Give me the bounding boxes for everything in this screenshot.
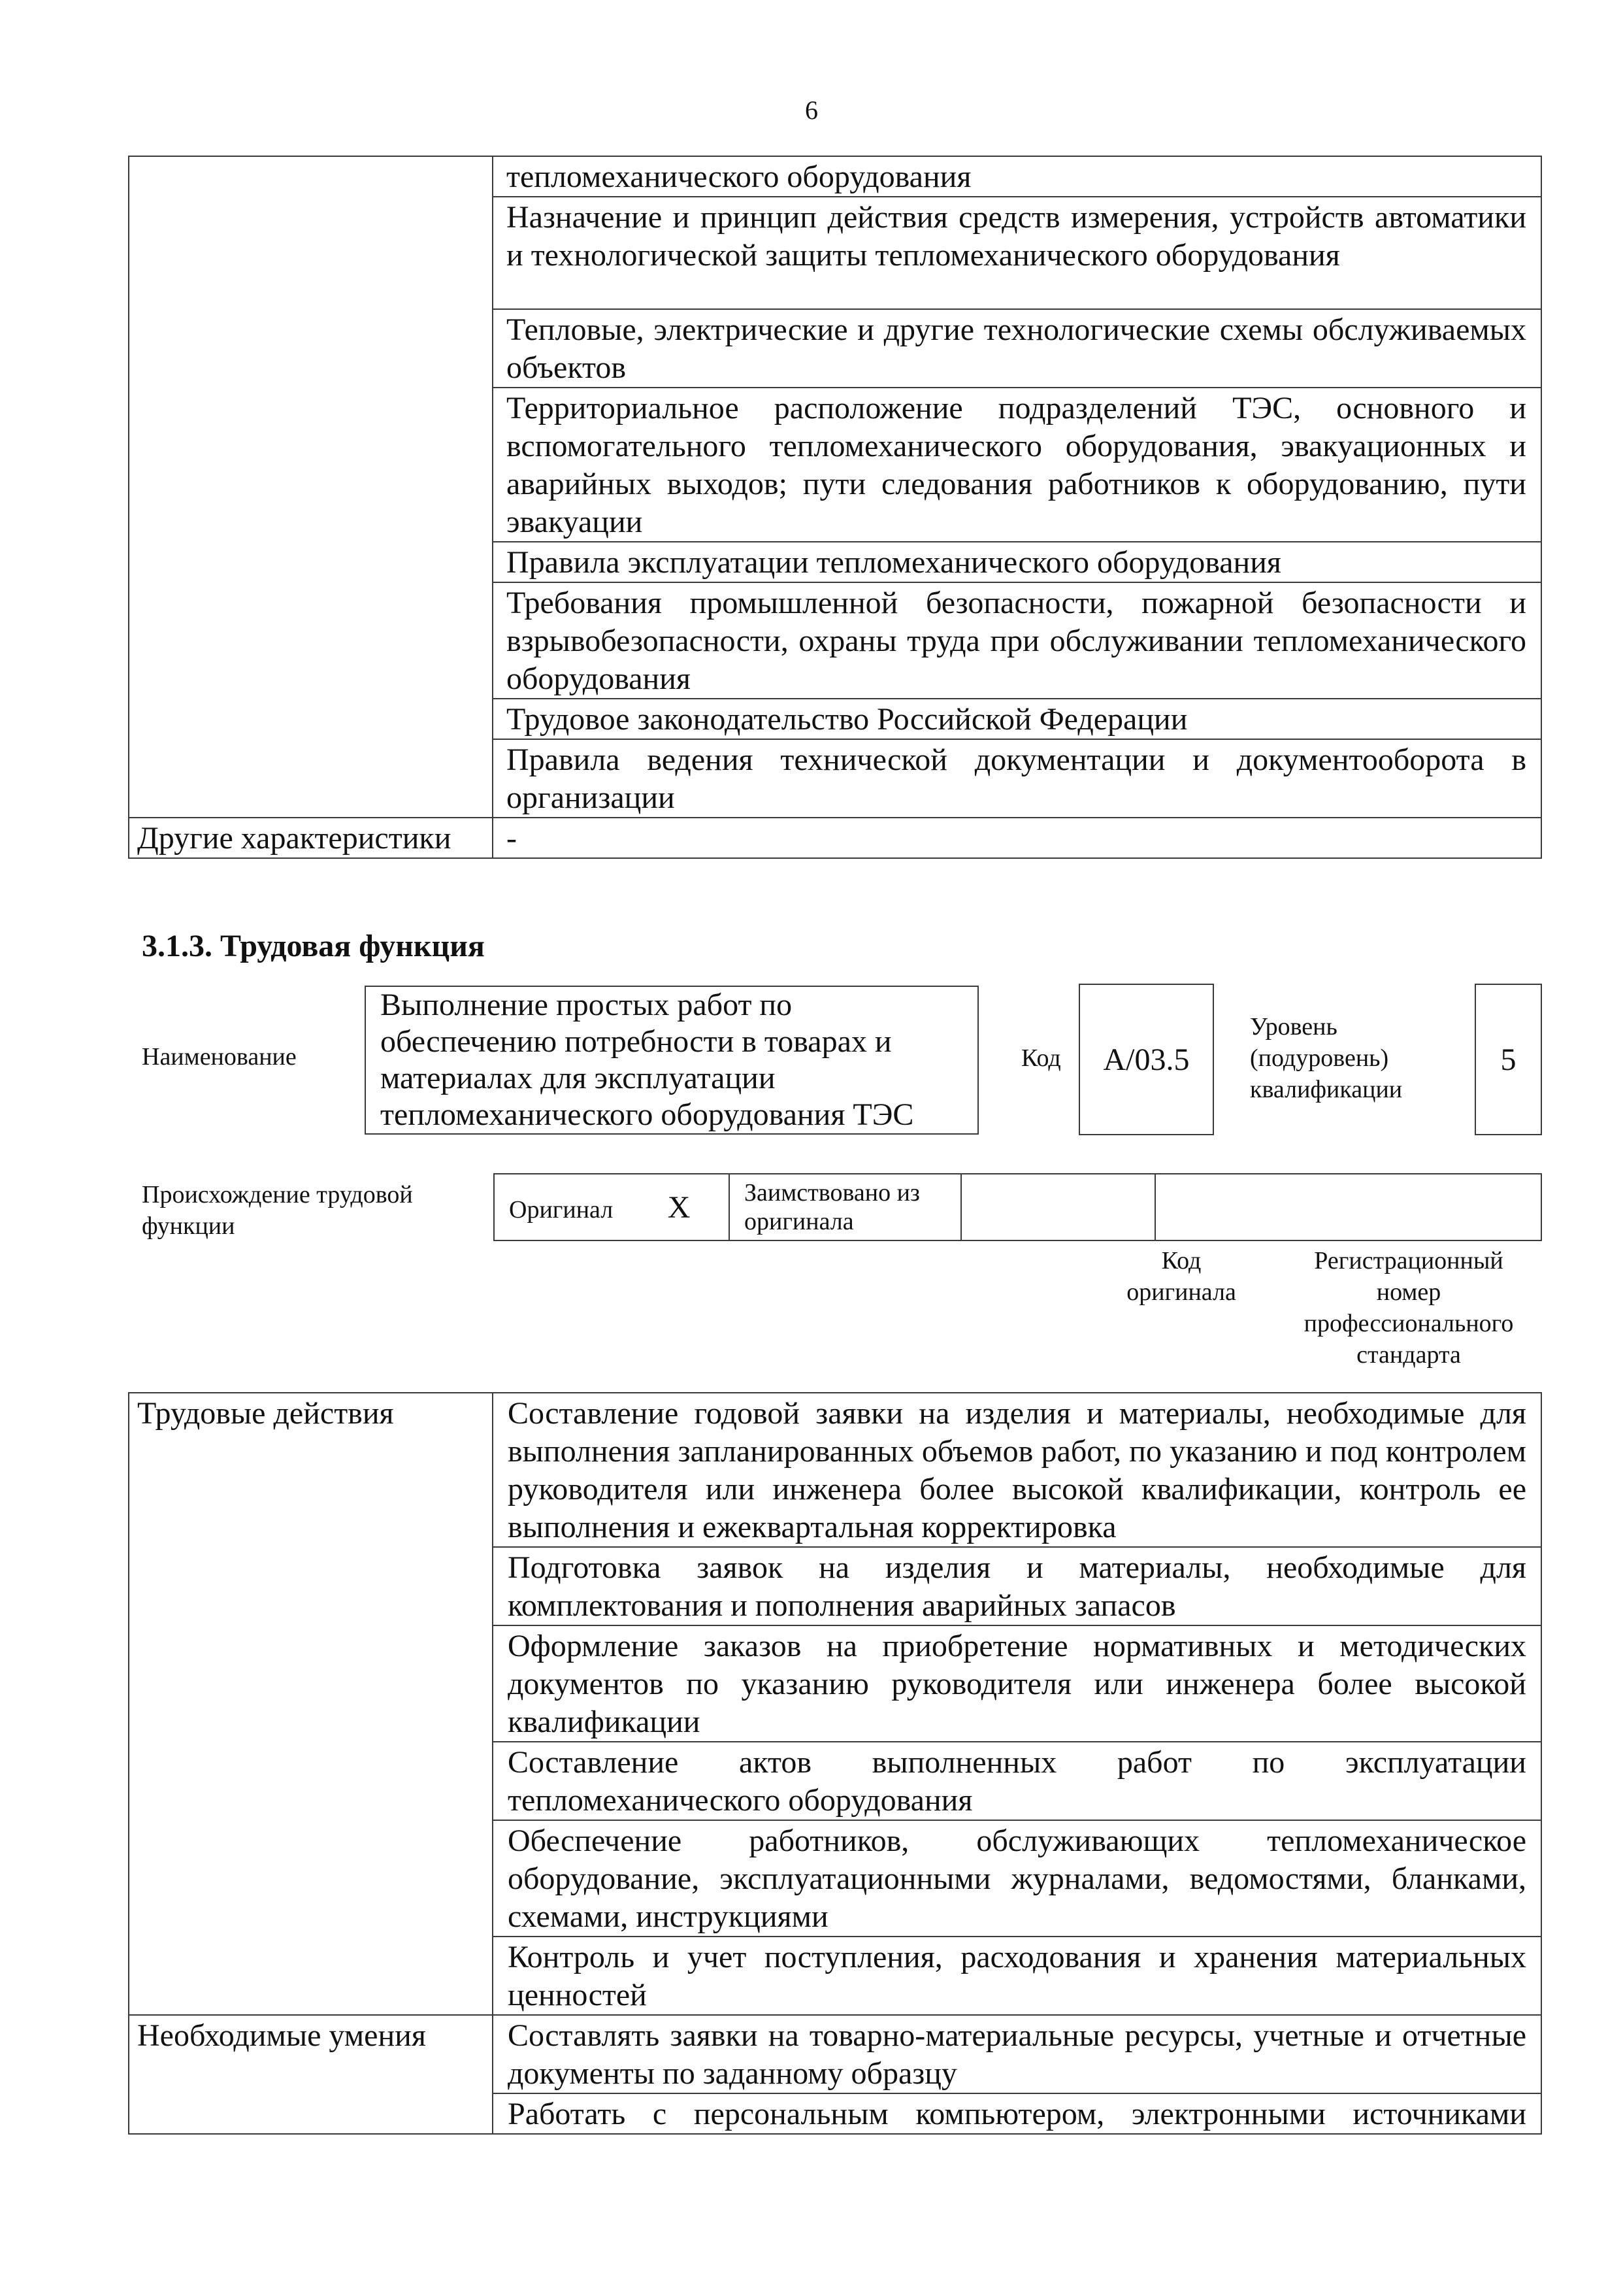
code-value: А/03.5 — [1103, 1042, 1190, 1077]
caption-code-original — [1083, 1245, 1279, 1308]
level-label-line: (подуровень) — [1250, 1044, 1389, 1072]
code-box — [1079, 984, 1214, 1135]
code-label: Код — [1021, 1044, 1061, 1072]
level-value: 5 — [1500, 1042, 1516, 1077]
function-name-line: обеспечению потребности в товарах и — [380, 1024, 892, 1059]
level-box — [1475, 984, 1542, 1135]
table-cell-text: Составление годовой заявки на изделия и материалы, необходимые для выполнения запланированных объемов работ, по указанию и под контролем руководителя или инженера более высокой квалификации, контроль ее выполнения и ежеквартальная корректировка — [493, 1393, 1541, 1547]
table-cell-text: Требования промышленной безопасности, пожарной безопасности и взрывобезопасности, охраны труда при обслуживании тепломеханического оборудования — [493, 582, 1541, 699]
origin-table — [493, 1173, 1542, 1241]
function-name-box — [365, 986, 979, 1135]
caption-line: Регистрационный — [1314, 1247, 1503, 1274]
level-label-line: квалификации — [1250, 1076, 1403, 1103]
original-mark: X — [667, 1190, 691, 1225]
origin-label-line: Происхождение трудовой — [142, 1181, 413, 1208]
function-name-line: Выполнение простых работ по — [380, 988, 793, 1022]
table-row — [129, 818, 1541, 858]
table-cell-text: тепломеханического оборудования — [493, 156, 1541, 197]
level-label-line: Уровень — [1250, 1013, 1337, 1040]
origin-label-line: функции — [142, 1212, 235, 1240]
name-label: Наименование — [142, 1043, 297, 1071]
table-cell-text: Обеспечение работников, обслуживающих тепломеханическое оборудование, эксплуатационными журналами, ведомостями, бланками, схемами, инструкциями — [493, 1820, 1541, 1937]
caption-line: номер — [1376, 1278, 1441, 1306]
table-cell-text: Правила ведения технической документации и документооборота в организации — [493, 739, 1541, 818]
knowledge-table — [128, 156, 1542, 859]
table-cell-text: Составление актов выполненных работ по эксплуатации тепломеханического оборудования — [493, 1742, 1541, 1820]
page-number: 6 — [805, 95, 818, 125]
borrowed-cell: Заимствовано из оригинала — [729, 1174, 961, 1240]
table-cell-text: Оформление заказов на приобретение нормативных и методических документов по указанию руководителя или инженера более высокой квалификации — [493, 1625, 1541, 1742]
table-cell-text: Составлять заявки на товарно-материальные ресурсы, учетные и отчетные документы по заданному образцу — [493, 2015, 1541, 2093]
table-cell-text: Тепловые, электрические и другие технологические схемы обслуживаемых объектов — [493, 309, 1541, 388]
original-cell — [494, 1174, 729, 1240]
table-cell-text: Трудовое законодательство Российской Федерации — [493, 699, 1541, 739]
table-cell-label: Трудовые действия — [129, 1393, 493, 2015]
table-cell-label: Другие характеристики — [129, 818, 493, 858]
table-cell-label: Необходимые умения — [129, 2015, 493, 2134]
original-label: Оригинал — [509, 1195, 614, 1223]
actions-table — [128, 1392, 1542, 2135]
caption-reg-number — [1275, 1245, 1542, 1371]
table-cell-text: Контроль и учет поступления, расходования и хранения материальных ценностей — [493, 1937, 1541, 2015]
code-original-cell — [961, 1174, 1155, 1240]
table-row — [129, 156, 1541, 197]
caption-line: оригинала — [1126, 1278, 1236, 1306]
table-cell-text: - — [493, 818, 1541, 858]
table-row — [129, 1393, 1541, 1547]
caption-line: Код — [1161, 1247, 1202, 1274]
caption-line: стандарта — [1356, 1341, 1461, 1369]
level-label — [1250, 1011, 1402, 1105]
function-name-line: тепломеханического оборудования ТЭС — [380, 1097, 914, 1132]
table-cell-text: Правила эксплуатации тепломеханического оборудования — [493, 542, 1541, 582]
origin-label — [142, 1179, 413, 1242]
table-cell-label — [129, 156, 493, 818]
reg-number-cell — [1155, 1174, 1541, 1240]
table-cell-text: Подготовка заявок на изделия и материалы, необходимые для комплектования и пополнения аварийных запасов — [493, 1547, 1541, 1625]
table-cell-text: Назначение и принцип действия средств измерения, устройств автоматики и технологической защиты тепломеханического оборудования — [493, 197, 1541, 309]
table-row — [129, 2015, 1541, 2093]
caption-line: профессионального — [1303, 1310, 1514, 1337]
function-name-line: материалах для эксплуатации — [380, 1061, 776, 1095]
table-cell-text: Территориальное расположение подразделений ТЭС, основного и вспомогательного тепломеханического оборудования, эвакуационных и аварийных выходов; пути следования работников к оборудованию, пути эвакуации — [493, 388, 1541, 542]
section-title: 3.1.3. Трудовая функция — [142, 929, 485, 963]
table-cell-text: Работать с персональным компьютером, электронными источниками — [493, 2093, 1541, 2134]
